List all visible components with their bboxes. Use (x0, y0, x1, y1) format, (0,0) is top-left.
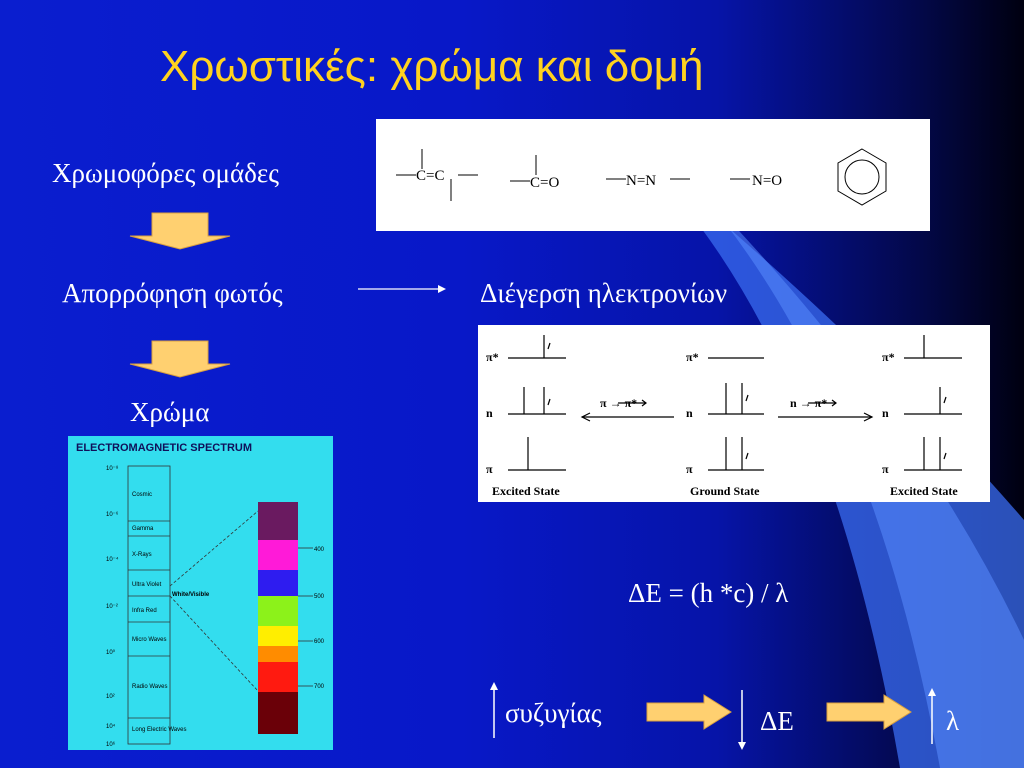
excitation-label: Διέγερση ηλεκτρονίων (480, 278, 728, 308)
wl-400: 400 (314, 547, 325, 553)
state-label-excited-2: Excited State (890, 484, 958, 498)
conjugation-label: συζυγίας (505, 698, 602, 728)
down-arrow-icon (128, 212, 232, 250)
wl-500: 500 (314, 594, 325, 600)
transition-pi-pi-star: π → π* (600, 396, 638, 410)
exp-1: 10⁻⁸ (106, 466, 119, 472)
band-xrays: X-Rays (132, 552, 152, 558)
band-radio: Radio Waves (132, 684, 168, 690)
chromophores-panel (376, 119, 930, 231)
transition-n-pi-star: n → π* (790, 396, 828, 410)
state-label-ground: Ground State (690, 484, 760, 498)
band-gamma: Gamma (132, 526, 154, 532)
right-arrow-icon (356, 282, 446, 296)
level-pi-star-3: π* (882, 350, 895, 364)
exp-3: 10⁻⁴ (106, 557, 119, 563)
up-arrow-icon (488, 682, 500, 738)
exp-6: 10² (106, 694, 115, 700)
chromophores-label: Χρωμοφόρες ομάδες (52, 158, 279, 188)
state-label-excited-1: Excited State (492, 484, 560, 498)
color-label: Χρώμα (130, 397, 210, 427)
lambda-label: λ (946, 706, 960, 736)
level-n-3: n (882, 406, 889, 420)
orbital-diagram (478, 325, 990, 502)
right-block-arrow-icon (826, 694, 912, 730)
spectrum-graphic (68, 436, 333, 750)
group-c-o: C=O (530, 175, 560, 191)
down-arrow-thin-icon (736, 690, 748, 750)
visible-label: White/Visible (172, 592, 210, 598)
band-long: Long Electric Waves (132, 727, 187, 733)
level-pi-1: π (486, 462, 493, 476)
energy-equation: ΔΕ = (h *c) / λ (628, 578, 789, 608)
band-uv: Ultra Violet (132, 582, 162, 588)
delta-e-label: ΔΕ (760, 706, 794, 736)
electromagnetic-spectrum (68, 436, 333, 750)
level-n-2: n (686, 406, 693, 420)
exp-8: 10⁶ (106, 742, 116, 748)
level-pi-2: π (686, 462, 693, 476)
band-cosmic: Cosmic (132, 492, 153, 498)
level-pi-3: π (882, 462, 889, 476)
wl-600: 600 (314, 639, 325, 645)
absorption-label: Απορρόφηση φωτός (62, 278, 283, 308)
wl-700: 700 (314, 684, 325, 690)
exp-4: 10⁻² (106, 604, 118, 610)
up-arrow-icon (926, 688, 938, 744)
band-micro: Micro Waves (132, 637, 167, 643)
spectrum-title: ELECTROMAGNETIC SPECTRUM (76, 442, 252, 454)
band-ir: Infra Red (132, 608, 157, 614)
right-block-arrow-icon (646, 694, 732, 730)
exp-5: 10⁰ (106, 650, 116, 656)
level-pi-star-1: π* (486, 350, 499, 364)
down-arrow-icon (128, 340, 232, 378)
level-pi-star-2: π* (686, 350, 699, 364)
orbital-diagram-panel (478, 325, 990, 502)
group-n-n: N=N (626, 173, 657, 189)
exp-7: 10⁴ (106, 724, 116, 730)
chromophore-structures (376, 119, 930, 231)
exp-2: 10⁻⁶ (106, 512, 119, 518)
group-n-o: N=O (752, 173, 783, 189)
group-c-c: C=C (416, 168, 445, 184)
level-n-1: n (486, 406, 493, 420)
slide-title: Χρωστικές: χρώμα και δομή (160, 42, 704, 91)
